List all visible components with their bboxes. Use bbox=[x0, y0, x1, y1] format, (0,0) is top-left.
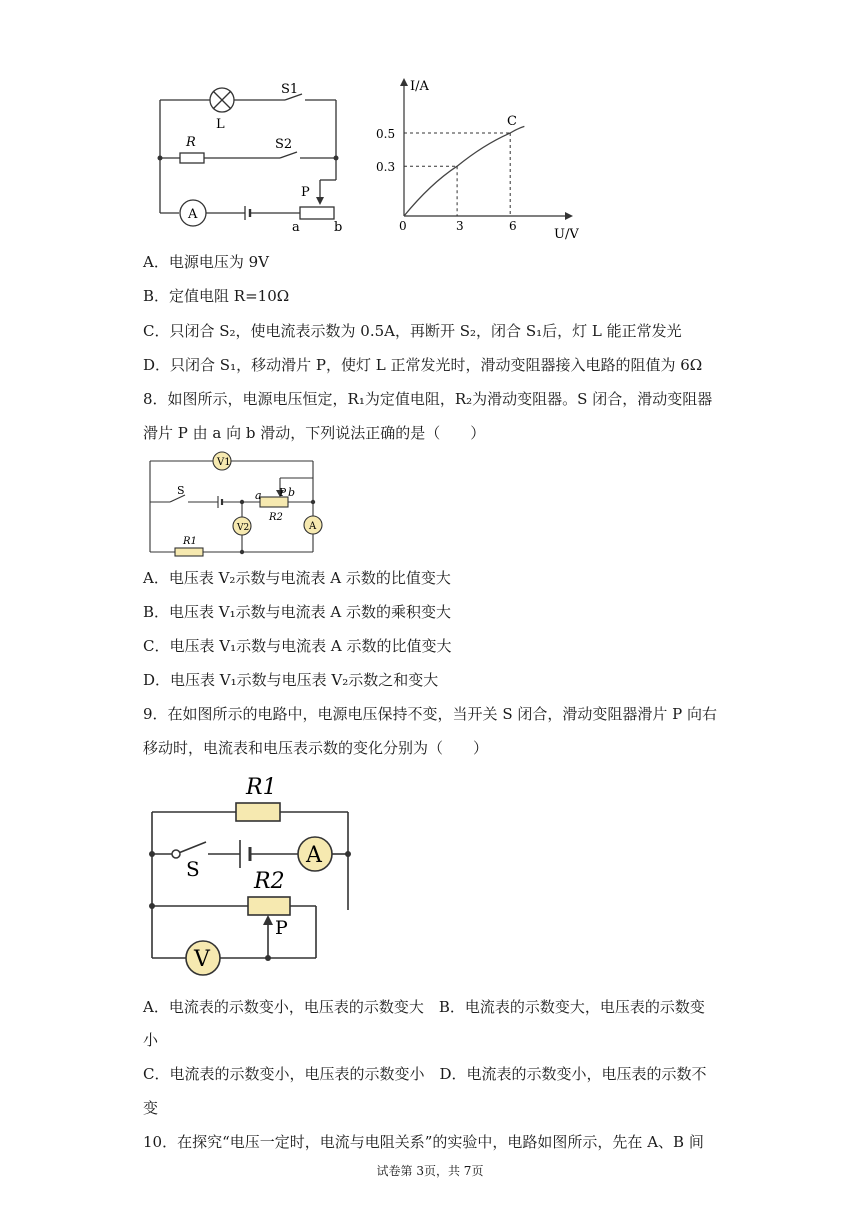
q7-y-tick-0-3: 0.3 bbox=[376, 160, 396, 174]
q9-options-line1: A．电流表的示数变小，电压表的示数变大 B．电流表的示数变大，电压表的示数变 bbox=[143, 998, 705, 1016]
q8-option-d: D．电压表 V₁示数与电压表 V₂示数之和变大 bbox=[143, 671, 439, 689]
q9-circuit-diagram bbox=[140, 770, 365, 980]
q7-option-d: D．只闭合 S₁，移动滑片 P，使灯 L 正常发光时，滑动变阻器接入电路的阻值为 6Ω bbox=[143, 356, 703, 374]
q8-end-b-label: b bbox=[288, 486, 296, 499]
q8-v1-label: V1 bbox=[217, 457, 231, 468]
q7-resistor-label: R bbox=[186, 135, 196, 150]
page-footer: 试卷第 3页，共 7页 bbox=[376, 1164, 484, 1178]
q7-option-c: C．只闭合 S₂，使电流表示数为 0.5A，再断开 S₂，闭合 S₁后，灯 L 能正常发光 bbox=[143, 322, 682, 340]
q10-stem-line1: 10．在探究“电压一定时，电流与电阻关系”的实验中，电路如图所示，先在 A、B 间 bbox=[143, 1133, 704, 1151]
q8-stem-line1: 8．如图所示，电源电压恒定，R₁为定值电阻，R₂为滑动变阻器。S 闭合，滑动变阻器 bbox=[143, 390, 713, 408]
q9-slider-p-label: P bbox=[275, 917, 288, 939]
q7-lamp-label: L bbox=[216, 117, 225, 132]
q7-end-b-label: b bbox=[334, 220, 343, 235]
q8-r2-label: R2 bbox=[269, 512, 283, 523]
q8-switch-label: S bbox=[177, 484, 185, 497]
q9-switch-label: S bbox=[186, 857, 200, 881]
q7-point-c-label: C bbox=[507, 114, 517, 129]
q9-r2-label: R2 bbox=[254, 869, 285, 894]
iu-curve bbox=[404, 126, 524, 216]
q8-option-b: B．电压表 V₁示数与电流表 A 示数的乘积变大 bbox=[143, 603, 452, 621]
q8-r1-label: R1 bbox=[183, 536, 197, 547]
q7-iu-graph bbox=[370, 74, 585, 244]
q7-option-a: A．电源电压为 9V bbox=[143, 253, 269, 271]
q7-circuit-diagram bbox=[150, 80, 360, 240]
q7-s1-label: S1 bbox=[281, 82, 299, 97]
q9-ammeter-label: A bbox=[306, 843, 322, 868]
q7-s2-label: S2 bbox=[275, 137, 293, 152]
q7-graph-ylabel: I/A bbox=[410, 79, 429, 94]
q7-end-a-label: a bbox=[292, 220, 300, 235]
q9-options-line3: C．电流表的示数变小，电压表的示数变小 D．电流表的示数变小，电压表的示数不 bbox=[143, 1065, 707, 1083]
q9-stem-line1: 9．在如图所示的电路中，电源电压保持不变，当开关 S 闭合，滑动变阻器滑片 P 向右 bbox=[143, 705, 717, 723]
q8-end-a-label: a bbox=[255, 489, 262, 502]
q7-graph-origin: 0 bbox=[399, 219, 407, 233]
q9-stem-line2: 移动时，电流表和电压表示数的变化分别为（ ） bbox=[143, 739, 489, 757]
q7-graph-xlabel: U/V bbox=[554, 227, 579, 242]
q9-r1-label: R1 bbox=[246, 775, 277, 800]
q8-option-c: C．电压表 V₁示数与电流表 A 示数的比值变大 bbox=[143, 637, 452, 655]
q7-y-tick-0-5: 0.5 bbox=[376, 127, 396, 141]
q7-option-b: B．定值电阻 R=10Ω bbox=[143, 287, 290, 305]
q8-circuit-diagram bbox=[145, 448, 330, 558]
q8-ammeter-label: A bbox=[309, 521, 317, 532]
q9-options-line2: 小 bbox=[143, 1031, 159, 1049]
q8-slider-p-label: P bbox=[279, 486, 287, 499]
q9-voltmeter-label: V bbox=[194, 947, 210, 972]
q7-x-tick-6: 6 bbox=[509, 219, 517, 233]
q8-stem-line2: 滑片 P 由 a 向 b 滑动，下列说法正确的是（ ） bbox=[143, 424, 486, 442]
q8-v2-label: V2 bbox=[237, 523, 250, 533]
q7-ammeter-label: A bbox=[188, 207, 198, 222]
q7-slider-label: P bbox=[301, 185, 310, 200]
q9-options-line4: 变 bbox=[143, 1099, 159, 1117]
q7-x-tick-3: 3 bbox=[456, 219, 464, 233]
q8-option-a: A．电压表 V₂示数与电流表 A 示数的比值变大 bbox=[143, 569, 451, 587]
